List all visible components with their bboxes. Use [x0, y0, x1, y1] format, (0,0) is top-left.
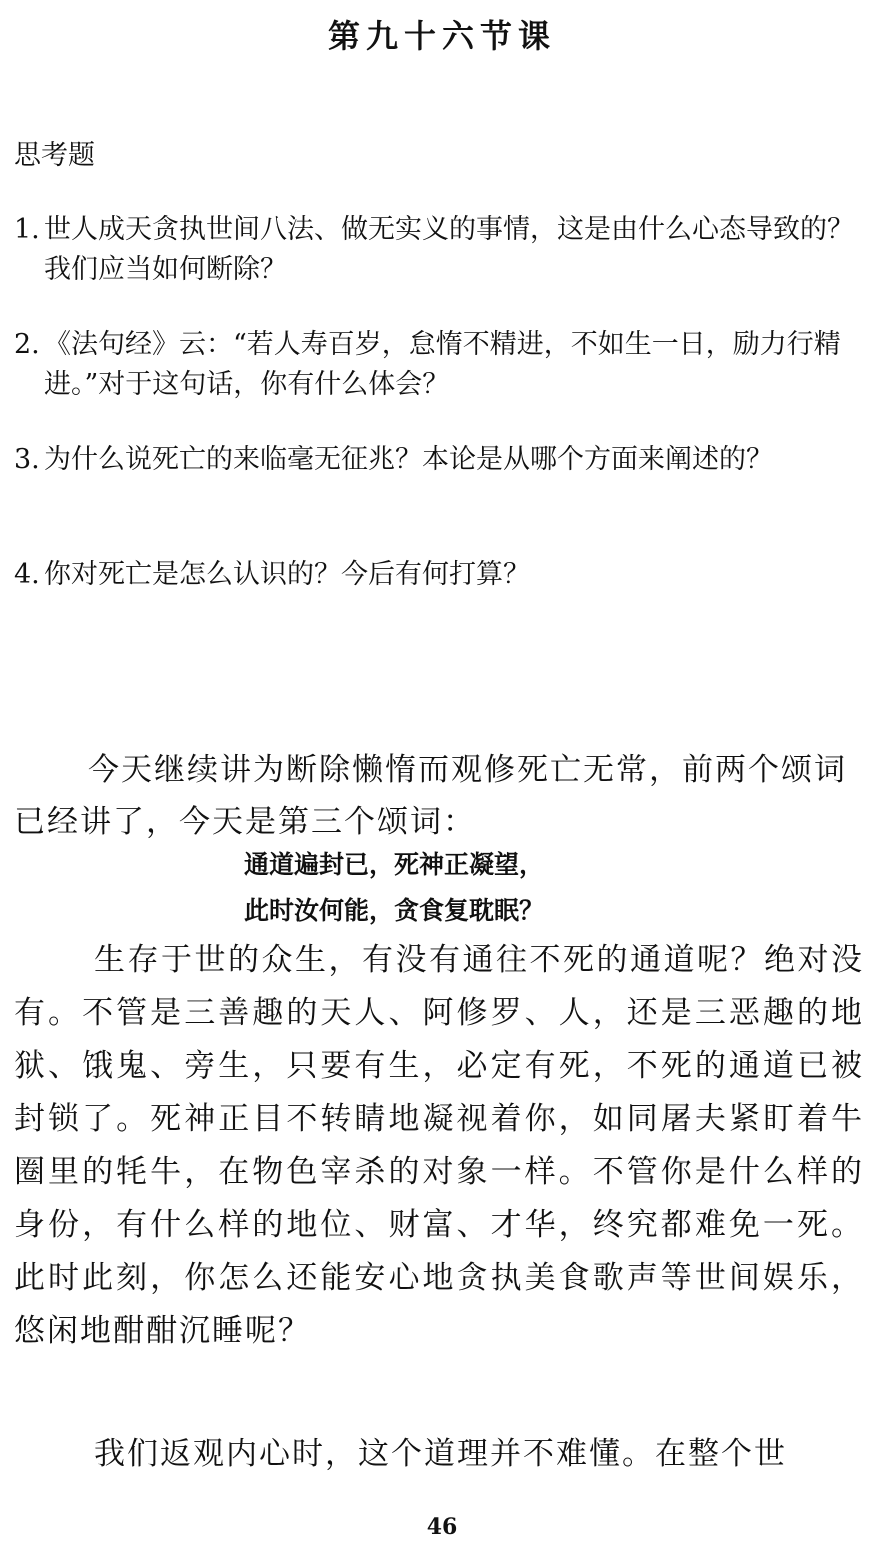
- question-number: 1.: [14, 214, 40, 245]
- question-text: 为什么说死亡的来临毫无征兆？本论是从哪个方面来阐述的？: [44, 444, 773, 475]
- body-paragraph: 我们返观内心时，这个道理并不难懂。在整个世: [94, 1436, 787, 1472]
- verse-line: 通道遍封已，死神正凝望，: [244, 850, 545, 879]
- question-item: [14, 440, 864, 480]
- question-item: [14, 555, 864, 595]
- question-text: 你对死亡是怎么认识的？今后有何打算？: [44, 559, 530, 590]
- verse-line: 此时汝何能，贪食复耽眠？: [244, 896, 545, 925]
- lesson-title: 第九十六节课: [327, 17, 556, 55]
- question-item: [14, 210, 864, 290]
- question-item: [14, 325, 864, 405]
- intro-paragraph: 今天继续讲为断除懒惰而观修死亡无常，前两个颂词已经讲了，今天是第三个颂词：: [14, 752, 847, 840]
- question-text: 《法句经》云：“若人寿百岁，怠惰不精进，不如生一日，励力行精进。”对于这句话，你有什么体会？: [44, 329, 841, 400]
- page-number: 46: [426, 1514, 458, 1540]
- body-paragraph: 生存于世的众生，有没有通往不死的通道呢？绝对没有。不管是三善趣的天人、阿修罗、人，还是三恶趣的地狱、饿鬼、旁生，只要有生，必定有死，不死的通道已被封锁了。死神正目不转睛地凝视着你，如同屠夫紧盯着牛圈里的牦牛，在物色宰杀的对象一样。不管你是什么样的身份，有什么样的地位、财富、才华，终究都难免一死。此时此刻，你怎么还能安心地贪执美食歌声等世间娱乐，悠闲地酣酣沉睡呢？: [14, 942, 864, 1349]
- question-text: 世人成天贪执世间八法、做无实义的事情，这是由什么心态导致的？我们应当如何断除？: [44, 214, 854, 285]
- question-number: 4.: [14, 559, 40, 590]
- question-number: 3.: [14, 444, 40, 475]
- questions-heading: 思考题: [14, 140, 95, 171]
- question-number: 2.: [14, 329, 40, 360]
